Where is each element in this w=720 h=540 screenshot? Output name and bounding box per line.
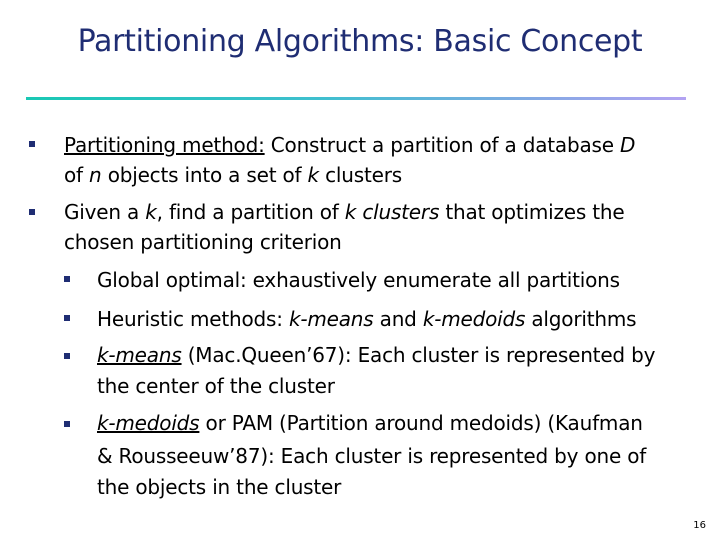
sub-bullet-3-line2: the center of the cluster — [97, 374, 335, 398]
sub-bullet-2: Heuristic methods: k-means and k-medoids algorithms — [97, 307, 637, 331]
page-number: 16 — [693, 520, 706, 531]
sub-bullet-4-line1: k-medoids or PAM (Partition around medoids) (Kaufman — [97, 411, 643, 435]
sub-bullet-square-icon — [64, 315, 70, 321]
slide-title: Partitioning Algorithms: Basic Concept — [77, 24, 643, 59]
bullet2-line1: Given a k, find a partition of k clusters that optimizes the — [64, 200, 625, 224]
sub-bullet-4-line3: the objects in the cluster — [97, 475, 342, 499]
bullet-square-icon — [29, 141, 35, 147]
sub-bullet-1: Global optimal: exhaustively enumerate all partitions — [97, 268, 620, 292]
bullet1-line2: of n objects into a set of k clusters — [64, 163, 402, 187]
sub-bullet-square-icon — [64, 353, 70, 359]
sub-bullet-3-line1: k-means (Mac.Queen’67): Each cluster is represented by — [97, 343, 656, 367]
bullet1-line1: Partitioning method: Construct a partition of a database D — [64, 133, 636, 157]
sub-bullet-4-line2: & Rousseeuw’87): Each cluster is represented by one of — [97, 444, 647, 468]
bullet2-line2: chosen partitioning criterion — [64, 230, 342, 254]
bullet-square-icon — [29, 209, 35, 215]
partitioning-method-term: Partitioning method: — [64, 133, 265, 157]
sub-bullet-square-icon — [64, 276, 70, 282]
title-divider — [26, 97, 686, 100]
sub-bullet-square-icon — [64, 421, 70, 427]
